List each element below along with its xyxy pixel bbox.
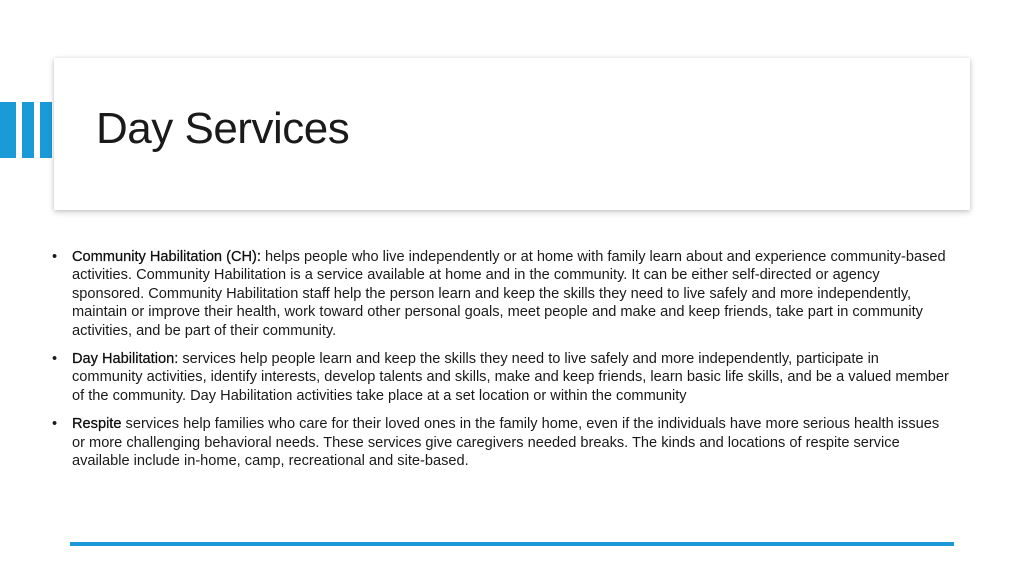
accent-bar	[40, 102, 52, 158]
accent-bar	[22, 102, 34, 158]
bullet-list	[52, 248, 952, 470]
bullet-text: helps people who live independently or at home with family learn about and experience community-based activities. Community Habilitation is a service available at home and in the community. It can be either self-directed or agency sponsored. Community Habilitation staff help the person learn and keep the skills they need to live safely and more independently, maintain or improve their health, work toward other personal goals, meet people and make and keep friends, take part in community activities, and be part of their community.	[72, 249, 946, 339]
bullet-dot: •	[52, 249, 58, 265]
accent-bar	[0, 102, 16, 158]
bullet-item-respite	[52, 415, 952, 470]
title-card	[54, 58, 970, 210]
bottom-rule	[70, 542, 954, 546]
bullet-text: services help families who care for their loved ones in the family home, even if the individuals have more serious health issues or more challenging behavioral needs. These services give caregivers needed breaks. The kinds and locations of respite service available include in-home, camp, recreational and site-based.	[72, 416, 940, 470]
bullet-item-day-habilitation	[52, 350, 952, 405]
bullet-dot: •	[52, 351, 58, 368]
bullet-dot: •	[52, 416, 58, 433]
bullet-term: Community Habilitation (CH):	[72, 249, 261, 265]
slide-title: Day Services	[96, 104, 350, 153]
bullet-item-community-habilitation	[52, 248, 952, 340]
accent-bars	[0, 102, 56, 158]
bullet-term: Day Habilitation:	[72, 351, 179, 368]
bullet-text: services help people learn and keep the skills they need to live safely and more independently, participate in community activities, identify interests, develop talents and skills, make and keep friends, learn basic life skills, and be a valued member of the community. Day Habilitation activities take place at a set location or within the community	[72, 351, 949, 404]
bullet-term: Respite	[72, 416, 122, 433]
slide-content	[52, 248, 952, 480]
